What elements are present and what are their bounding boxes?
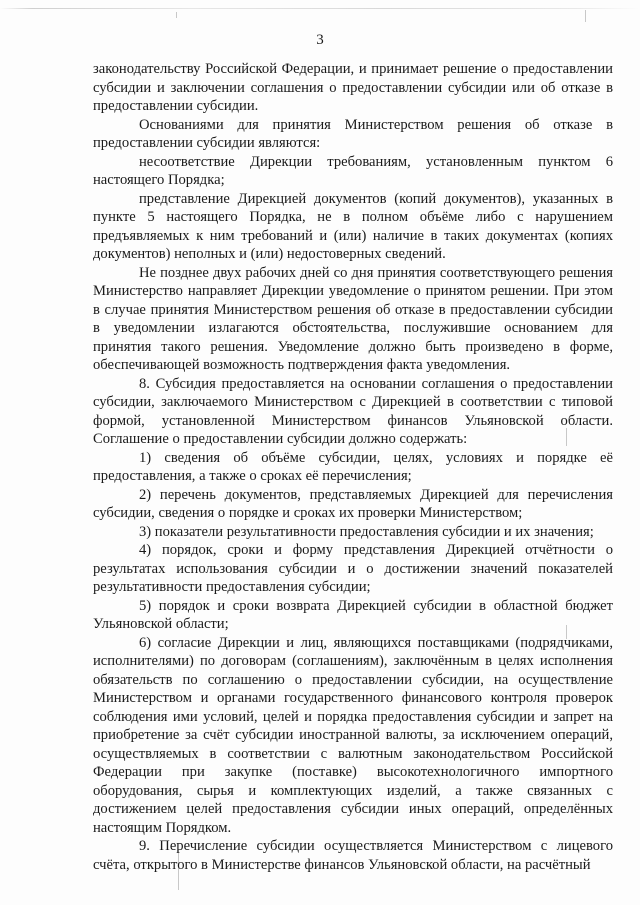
paragraph: 4) порядок, сроки и форму представления Дирекцией отчётности о результатах использования субсидии и о достижении значений показателей результативности предоставления субсидии; xyxy=(93,542,613,595)
scan-mark xyxy=(176,12,177,18)
document-body xyxy=(93,60,613,874)
page-number: 3 xyxy=(316,32,324,48)
paragraph: 2) перечень документов, представляемых Дирекцией для перечисления субсидии, сведения о порядке и сроках их проверки Министерством; xyxy=(93,486,613,521)
paragraph: 1) сведения об объёме субсидии, целях, условиях и порядке её предоставления, а также о сроках её перечисления; xyxy=(93,449,613,484)
scan-mark xyxy=(585,10,586,22)
paragraph: Основаниями для принятия Министерством решения об отказе в предоставлении субсидии являются: xyxy=(93,116,613,151)
paragraph: 6) согласие Дирекции и лиц, являющихся поставщиками (подрядчиками, исполнителями) по договорам (соглашениям), заключённым в целях исполнения обязательств по соглашению о предоставлении субсидии, на осуществление Министерством и органами государственного финансового контроля проверок соблюдения ими условий, целей и порядка предоставления субсидии и запрет на приобретение за счёт субсидии иностранной валюты, за исключением операций, осуществляемых в соответствии с валютным законодательством Российской Федерации при закупке (поставке) высокотехнологичного импортного оборудования, сырья и комплектующих изделий, а также связанных с достижением целей предоставления субсидии иных операций, определённых настоящим Порядком. xyxy=(93,634,613,836)
paragraph: 8. Субсидия предоставляется на основании соглашения о предоставлении субсидии, заключаемого Министерством с Дирекцией в соответствии с типовой формой, установленной Министерством финансов Ульяновской области. Соглашение о предоставлении субсидии должно содержать: xyxy=(93,375,613,447)
paragraph: Не позднее двух рабочих дней со дня принятия соответствующего решения Министерство направляет Дирекции уведомление о принятом решении. При этом в случае принятия Министерством решения об отказе в предоставлении субсидии в уведомлении излагаются обстоятельства, послужившие основанием для принятия такого решения. Уведомление должно быть произведено в форме, обеспечивающей возможность подтверждения факта уведомления. xyxy=(93,264,613,373)
scan-top-border xyxy=(0,8,640,9)
paragraph: 5) порядок и сроки возврата Дирекцией субсидии в областной бюджет Ульяновской области; xyxy=(93,597,613,632)
paragraph: 3) показатели результативности предоставления субсидии и их значения; xyxy=(139,523,594,540)
paragraph: 9. Перечисление субсидии осуществляется Министерством с лицевого счёта, открытого в Министерстве финансов Ульяновской области, на расчётный xyxy=(93,838,613,873)
paragraph: несоответствие Дирекции требованиям, установленным пунктом 6 настоящего Порядка; xyxy=(93,153,613,188)
paragraph: представление Дирекцией документов (копий документов), указанных в пункте 5 настоящего Порядка, не в полном объёме либо с нарушением предъявляемых к ним требований и (или) наличие в таких документах (копиях документов) неполных и (или) недостоверных сведений. xyxy=(93,190,613,262)
paragraph: законодательству Российской Федерации, и принимает решение о предоставлении субсидии и заключении соглашения о предоставлении субсидии или об отказе в предоставлении субсидии. xyxy=(93,61,613,114)
